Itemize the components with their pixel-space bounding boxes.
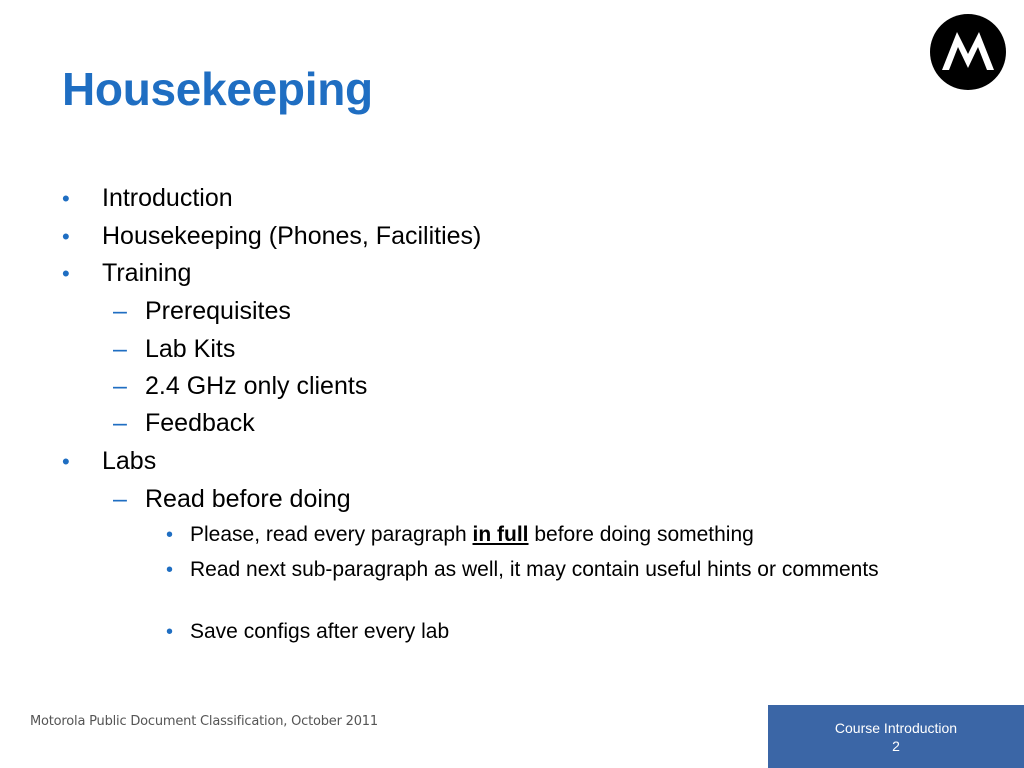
list-item-text: Labs: [102, 447, 157, 475]
list-item-text: 2.4 GHz only clients: [145, 372, 368, 400]
list-item-text: Save configs after every lab: [190, 620, 450, 643]
bullet-marker: •: [166, 621, 174, 643]
list-item: [60, 259, 191, 288]
sub-sub-list-item: [166, 556, 920, 583]
sub-list-item: [113, 409, 255, 438]
dash-marker: –: [113, 409, 127, 437]
list-item-text: Read before doing: [145, 485, 351, 513]
bullet-marker: •: [166, 559, 174, 581]
text-before-emphasis: Please, read every paragraph: [190, 523, 473, 546]
sub-sub-list-item: [166, 521, 920, 548]
page-number: 2: [892, 738, 900, 754]
list-item-text: Feedback: [145, 409, 255, 437]
list-item-text: Housekeeping (Phones, Facilities): [102, 222, 482, 250]
emphasized-text: in full: [472, 523, 529, 546]
dash-marker: –: [113, 372, 127, 400]
sub-sub-list-item: [166, 618, 920, 645]
dash-marker: –: [113, 335, 127, 363]
list-item-text: [190, 521, 920, 548]
bullet-marker: •: [62, 261, 70, 286]
motorola-logo-icon: [930, 14, 1006, 90]
list-item: [60, 184, 233, 213]
sub-list-item: [113, 297, 291, 326]
list-item-text: Training: [102, 259, 192, 287]
dash-marker: –: [113, 485, 127, 513]
list-item-text: Introduction: [102, 184, 233, 212]
footer-classification: Motorola Public Document Classification, October 2011: [30, 714, 378, 729]
dash-marker: –: [113, 297, 127, 325]
bullet-marker: •: [62, 186, 70, 211]
slide-title: Housekeeping: [62, 63, 373, 115]
bullet-marker: •: [62, 449, 70, 474]
text-after-emphasis: before doing something: [528, 523, 754, 546]
list-item: [60, 447, 156, 476]
list-item-text: Prerequisites: [145, 297, 291, 325]
bullet-marker: •: [166, 524, 174, 546]
footer-section-box: [768, 705, 1024, 768]
sub-list-item: [113, 335, 235, 364]
footer-section-title: Course Introduction: [834, 720, 958, 736]
sub-list-item: [113, 372, 367, 401]
list-item: [60, 222, 481, 251]
list-item-text: Lab Kits: [145, 335, 236, 363]
list-item-text: Read next sub-paragraph as well, it may contain useful hints or comments: [190, 558, 879, 581]
bullet-marker: •: [62, 224, 70, 249]
sub-list-item: [113, 485, 351, 514]
